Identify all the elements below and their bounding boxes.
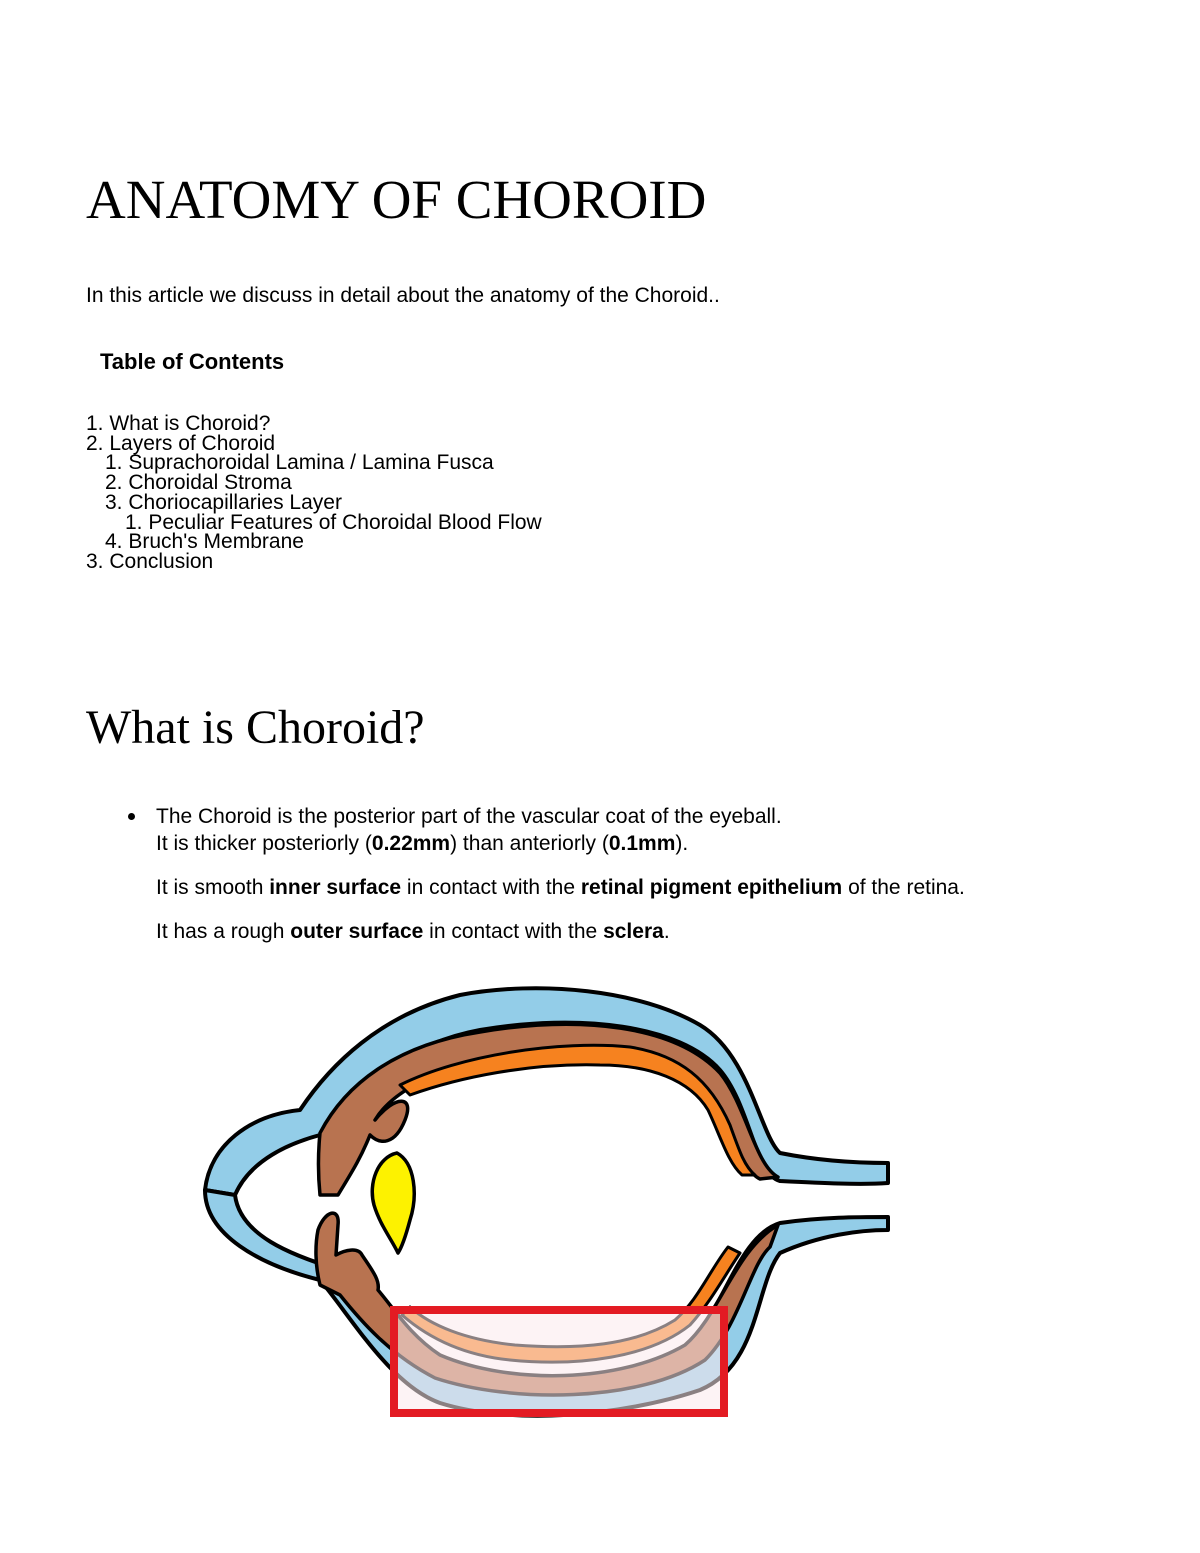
intro-text: In this article we discuss in detail about the anatomy of the Choroid..	[86, 284, 720, 307]
toc-link-peculiar-features[interactable]: 1. Peculiar Features of Choroidal Blood Flow	[125, 510, 542, 534]
bullet-icon	[128, 813, 135, 820]
anterior-thickness-value: 0.1mm	[608, 832, 676, 855]
line-definition: The Choroid is the posterior part of the vascular coat of the eyeball.	[156, 805, 782, 828]
highlight-box	[394, 1310, 724, 1413]
sclera-layer-upper	[205, 988, 888, 1195]
toc-link-conclusion[interactable]: 3. Conclusion	[86, 549, 214, 573]
posterior-thickness-value: 0.22mm	[371, 832, 451, 855]
line-thickness: It is thicker posteriorly (0.22mm) than anteriorly (0.1mm).	[156, 832, 689, 855]
table-of-contents	[86, 414, 542, 572]
page-title: ANATOMY OF CHOROID	[86, 169, 707, 230]
choroid-description	[156, 803, 782, 857]
eyeball-choroid-diagram	[180, 985, 900, 1435]
toc-link-what-is-choroid[interactable]: 1. What is Choroid?	[86, 412, 271, 435]
inner-surface-text: It is smooth inner surface in contact with the retinal pigment epithelium of the retina.	[156, 876, 965, 899]
toc-link-layers-of-choroid[interactable]: 2. Layers of Choroid	[86, 431, 276, 455]
toc-link-suprachoroidal-lamina[interactable]: 1. Suprachoroidal Lamina / Lamina Fusca	[105, 451, 494, 475]
lens-shape	[372, 1153, 414, 1253]
toc-heading: Table of Contents	[100, 349, 285, 374]
toc-link-choriocapillaries-layer[interactable]: 3. Choriocapillaries Layer	[105, 490, 342, 514]
section-heading: What is Choroid?	[86, 701, 425, 754]
toc-link-bruchs-membrane[interactable]: 4. Bruch's Membrane	[105, 530, 304, 554]
toc-link-choroidal-stroma[interactable]: 2. Choroidal Stroma	[105, 471, 292, 495]
outer-surface-text: It has a rough outer surface in contact with the sclera.	[156, 920, 670, 943]
